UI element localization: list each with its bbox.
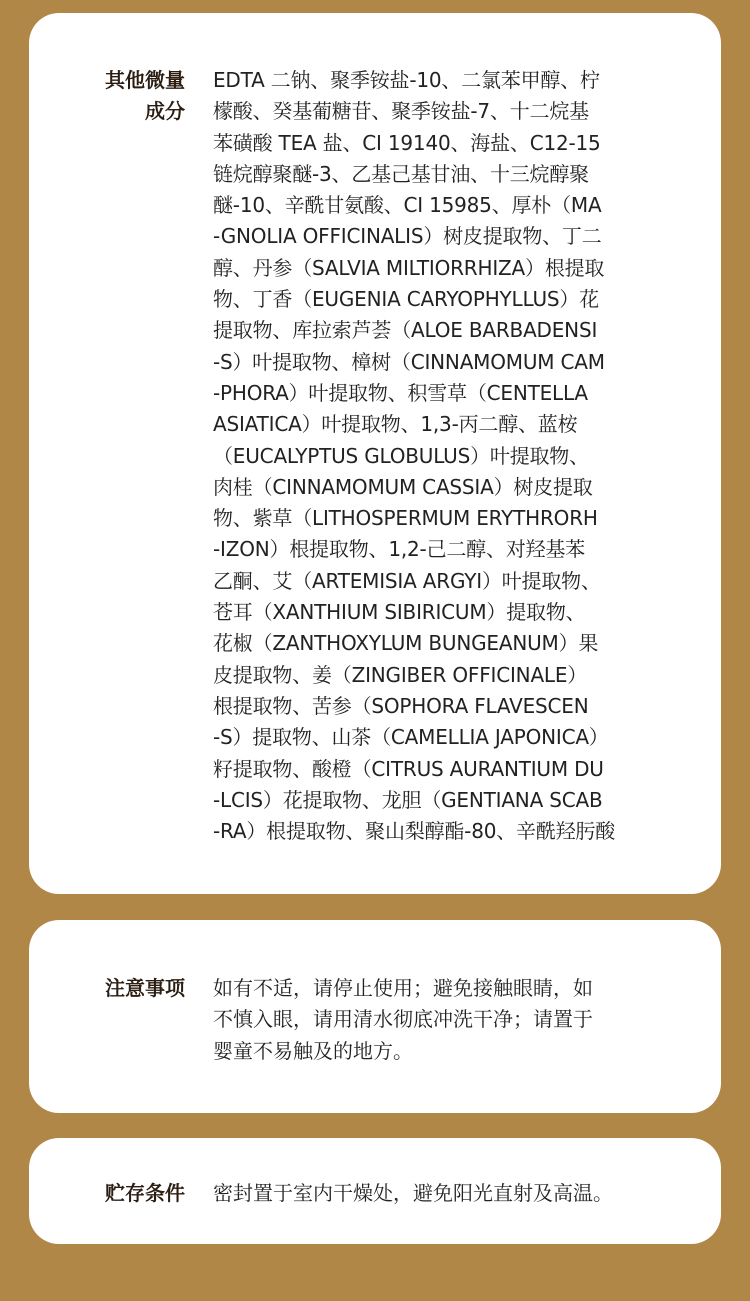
- section-label-precautions: [85, 973, 185, 1004]
- storage-card: [29, 1138, 721, 1244]
- ingredients-text: EDTA 二钠、聚季铵盐-10、二氯苯甲醇、柠 檬酸、癸基葡糖苷、聚季铵盐-7、十二烷基 苯磺酸 TEA 盐、CI 19140、海盐、C12-15 链烷醇聚醚-3、乙基己基甘油、十三烷醇聚 醚-10、辛酰甘氨酸、CI 15985、厚朴（MA -GNOLIA OFFICINALIS）树皮提取物、丁二 醇、丹参（SALVIA MILTIORRHIZA）根提取 物、丁香（EUGENIA CARYOPHYLLUS）花 提取物、库拉索芦荟（ALOE BARBADENSI -S）叶提取物、樟树（CINNAMOMUM CAM -PHORA）叶提取物、积雪草（CENTELLA ASIATICA）叶提取物、1,3-丙二醇、蓝桉 （EUCALYPTUS GLOBULUS）叶提取物、 肉桂（CINNAMOMUM CASSIA）树皮提取 物、紫草（LITHOSPERMUM ERYTHRORH -IZON）根提取物、1,2-己二醇、对羟基苯 乙酮、艾（ARTEMISIA ARGYI）叶提取物、 苍耳（XANTHIUM SIBIRICUM）提取物、 花椒（ZANTHOXYLUM BUNGEANUM）果 皮提取物、姜（ZINGIBER OFFICINALE） 根提取物、苦参（SOPHORA FLAVESCEN -S）提取物、山茶（CAMELLIA JAPONICA） 籽提取物、酸橙（CITRUS AURANTIUM DU -LCIS）花提取物、龙胆（GENTIANA SCAB -RA）根提取物、聚山梨醇酯-80、辛酰羟肟酸: [213, 68, 616, 844]
- precautions-card: [29, 920, 721, 1113]
- section-label-ingredients: [85, 65, 185, 128]
- precautions-text: 如有不适，请停止使用；避免接触眼睛，如 不慎入眼，请用清水彻底冲洗干净；请置于 婴童不易触及的地方。: [213, 976, 593, 1063]
- storage-text: 密封置于室内干燥处，避免阳光直射及高温。: [213, 1181, 613, 1205]
- label-line: 注意事项: [105, 976, 185, 1000]
- label-line: 贮存条件: [105, 1181, 185, 1205]
- section-label-storage: [85, 1178, 185, 1209]
- label-line: 成分: [145, 99, 185, 124]
- label-line: 其他微量: [105, 68, 185, 92]
- ingredients-card: [29, 13, 721, 894]
